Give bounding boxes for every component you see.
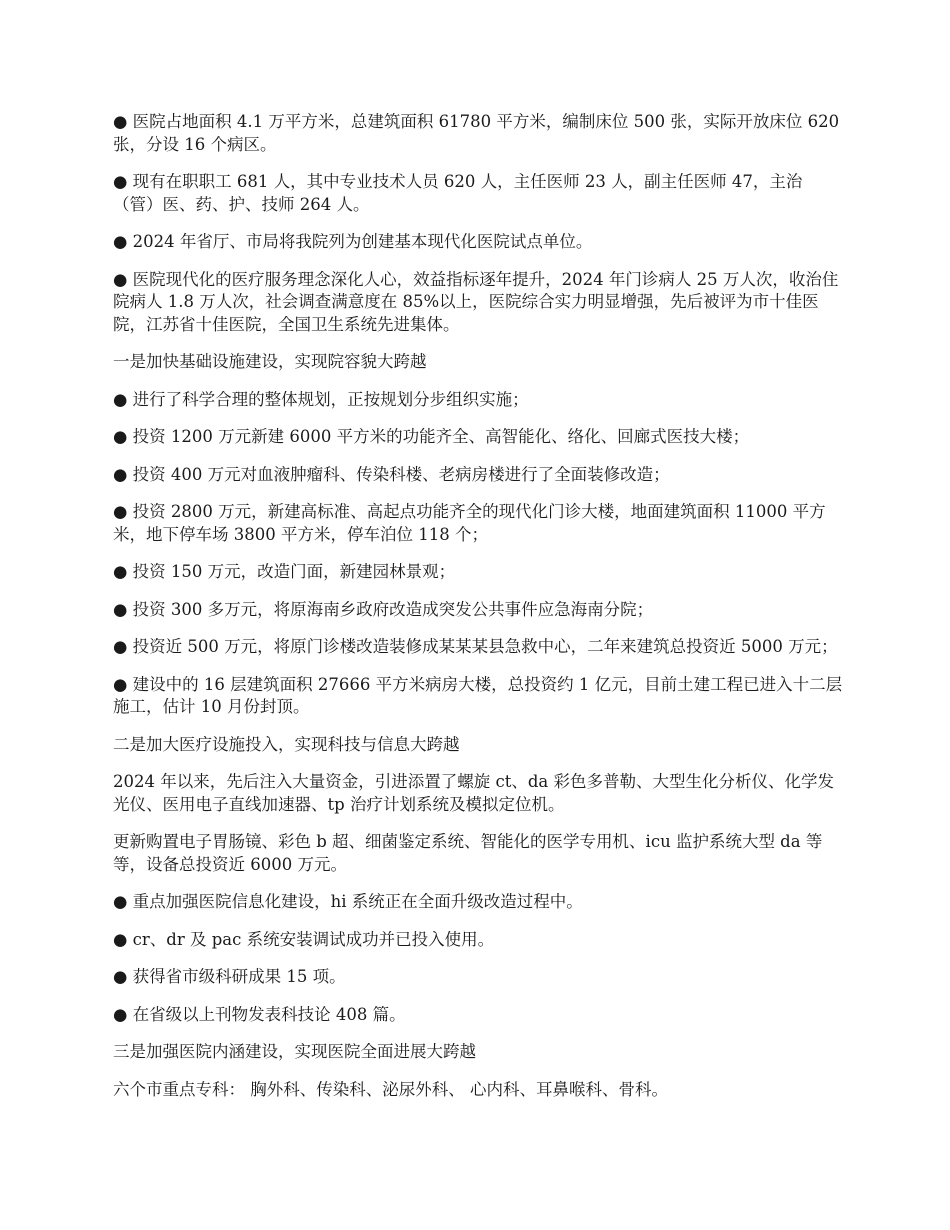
- paragraph-pac-system: ● cr、dr 及 pac 系统安装调试成功并已投入使用。: [113, 929, 495, 949]
- paragraph-ward-building: ● 建设中的 16 层建筑面积 27666 平方米病房大楼，总投资约 1 亿元，目前土建工程已进入十二层施工，估计 10 月份封顶。: [113, 674, 843, 716]
- paragraph-equipment-update: 更新购置电子胃肠镜、彩色 b 超、细菌鉴定系统、智能化的医学专用机、icu 监护系统大型 da 等等，设备总投资近 6000 万元。: [113, 832, 823, 874]
- paragraph-outpatient-building: ● 投资 2800 万元，新建高标准、高起点功能齐全的现代化门诊大楼，地面建筑面积 11000 平方米，地下停车场 3800 平方米，停车泊位 118 个；: [113, 502, 826, 544]
- paragraph-medtech-building: ● 投资 1200 万元新建 6000 平方米的功能齐全、高智能化、络化、回廊式医技大楼；: [113, 427, 750, 446]
- section-heading-connotation: 三是加强医院内涵建设，实现医院全面进展大跨越: [113, 1042, 476, 1061]
- section-heading-equipment: 二是加大医疗设施投入，实现科技与信息大跨越: [113, 734, 460, 754]
- document-body: [113, 111, 843, 1116]
- paragraph-equipment-intro: 2024 年以来，先后注入大量资金，引进添置了螺旋 ct、da 彩色多普勒、大型生化分析仪、化学发光仪、医用电子直线加速器、tp 治疗计划系统及模拟定位机。: [113, 772, 834, 814]
- paragraph-landscape: ● 投资 150 万元，改造门面，新建园林景观；: [113, 562, 456, 581]
- paragraph-key-specialties: 六个市重点专科： 胸外科、传染科、泌尿外科、 心内科、耳鼻喉科、骨科。: [113, 1079, 668, 1099]
- paragraph-modernization: ● 医院现代化的医疗服务理念深化人心，效益指标逐年提升，2024 年门诊病人 25 万人次，收治住院病人 1.8 万人次，社会调查满意度在 85%以上，医院综合实力明显增强，先后被评为市十佳医院，江苏省十佳医院，全国卫生系统先进集体。: [113, 269, 839, 334]
- paragraph-hospital-area: ● 医院占地面积 4.1 万平方米，总建筑面积 61780 平方米，编制床位 500 张，实际开放床位 620 张，分设 16 个病区。: [113, 112, 840, 154]
- paragraph-publications: ● 在省级以上刊物发表科技论 408 篇。: [113, 1004, 406, 1024]
- paragraph-research-results: ● 获得省市级科研成果 15 项。: [113, 967, 346, 986]
- paragraph-hainan-branch: ● 投资 300 多万元，将原海南乡政府改造成突发公共事件应急海南分院；: [113, 599, 654, 619]
- paragraph-planning: ● 进行了科学合理的整体规划，正按规划分步组织实施；: [113, 389, 529, 409]
- paragraph-emergency-center: ● 投资近 500 万元，将原门诊楼改造装修成某某某县急救中心，二年来建筑总投资近 5000 万元；: [113, 637, 838, 656]
- paragraph-information-system: ● 重点加强医院信息化建设，hi 系统正在全面升级改造过程中。: [113, 892, 583, 911]
- paragraph-pilot-unit: ● 2024 年省厅、市局将我院列为创建基本现代化医院试点单位。: [113, 232, 593, 251]
- paragraph-staff: ● 现有在职职工 681 人，其中专业技术人员 620 人，主任医师 23 人，副主任医师 47，主治（管）医、药、护、技师 264 人。: [113, 172, 803, 214]
- paragraph-renovation: ● 投资 400 万元对血液肿瘤科、传染科楼、老病房楼进行了全面装修改造；: [113, 464, 670, 484]
- section-heading-infrastructure: 一是加快基础设施建设，实现院容貌大跨越: [113, 352, 427, 371]
